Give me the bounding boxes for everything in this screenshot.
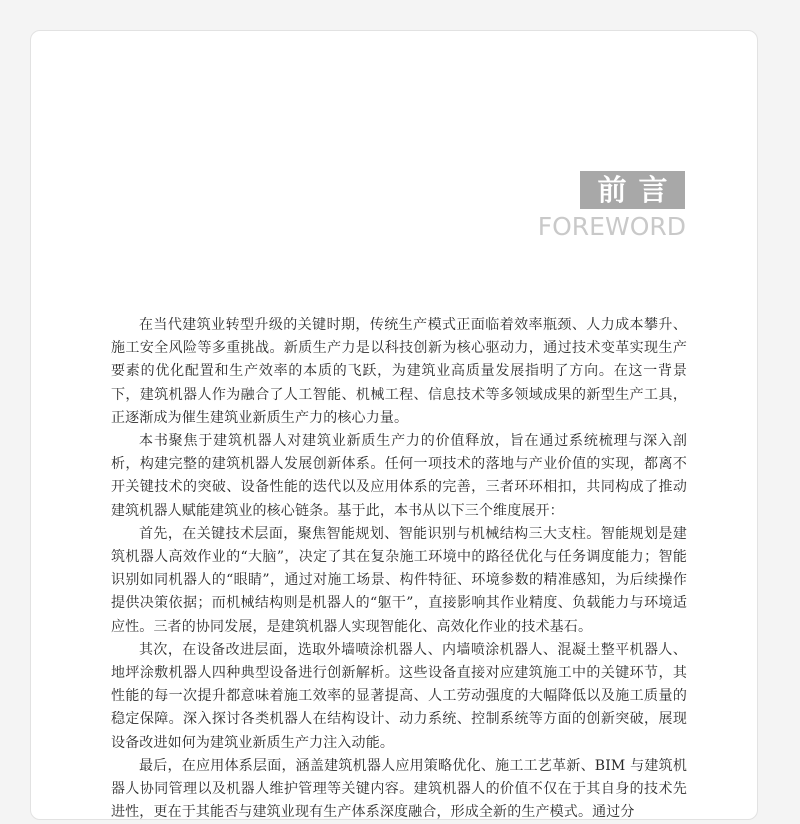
paragraph: 本书聚焦于建筑机器人对建筑业新质生产力的价值释放，旨在通过系统梳理与深入剖析，构建完整的建筑机器人发展创新体系。任何一项技术的落地与产业价值的实现，都离不开关键技术的突破、设备性能的迭代以及应用体系的完善，三者环环相扣，共同构成了推动建筑机器人赋能建筑业的核心链条。基于此，本书从以下三个维度展开：: [111, 433, 687, 519]
paragraph: 其次，在设备改进层面，选取外墙喷涂机器人、内墙喷涂机器人、混凝土整平机器人、地坪涂敷机器人四种典型设备进行创新解析。这些设备直接对应建筑施工中的关键环节，其性能的每一次提升都意味着施工效率的显著提高、人工劳动强度的大幅降低以及施工质量的稳定保障。深入探讨各类机器人在结构设计、动力系统、控制系统等方面的创新突破，展现设备改进如何为建筑业新质生产力注入动能。: [111, 641, 687, 751]
paragraph: 在当代建筑业转型升级的关键时期，传统生产模式正面临着效率瓶颈、人力成本攀升、施工安全风险等多重挑战。新质生产力是以科技创新为核心驱动力，通过技术变革实现生产要素的优化配置和生产效率的本质的飞跃，为建筑业高质量发展指明了方向。在这一背景下，建筑机器人作为融合了人工智能、机械工程、信息技术等多领域成果的新型生产工具，正逐渐成为催生建筑业新质生产力的核心力量。: [111, 317, 687, 426]
paragraph: 最后，在应用体系层面，涵盖建筑机器人应用策略优化、施工工艺革新、BIM 与建筑机器人协同管理以及机器人维护管理等关键内容。建筑机器人的价值不仅在于其自身的技术先进性，更在于其能否与建筑业现有生产体系深度融合，形成全新的生产模式。通过分: [111, 757, 687, 821]
body-text: [111, 314, 687, 824]
paragraph: 首先，在关键技术层面，聚焦智能规划、智能识别与机械结构三大支柱。智能规划是建筑机器人高效作业的“大脑”，决定了其在复杂施工环境中的路径优化与任务调度能力；智能识别如同机器人的“眼睛”，通过对施工场景、构件特征、环境参数的精准感知，为后续操作提供决策依据；而机械结构则是机器人的“躯干”，直接影响其作业精度、负载能力与环境适应性。三者的协同发展，是建筑机器人实现智能化、高效化作业的技术基石。: [111, 525, 687, 635]
page-subtitle: FOREWORD: [537, 212, 686, 241]
page-title: 前言: [580, 171, 685, 209]
